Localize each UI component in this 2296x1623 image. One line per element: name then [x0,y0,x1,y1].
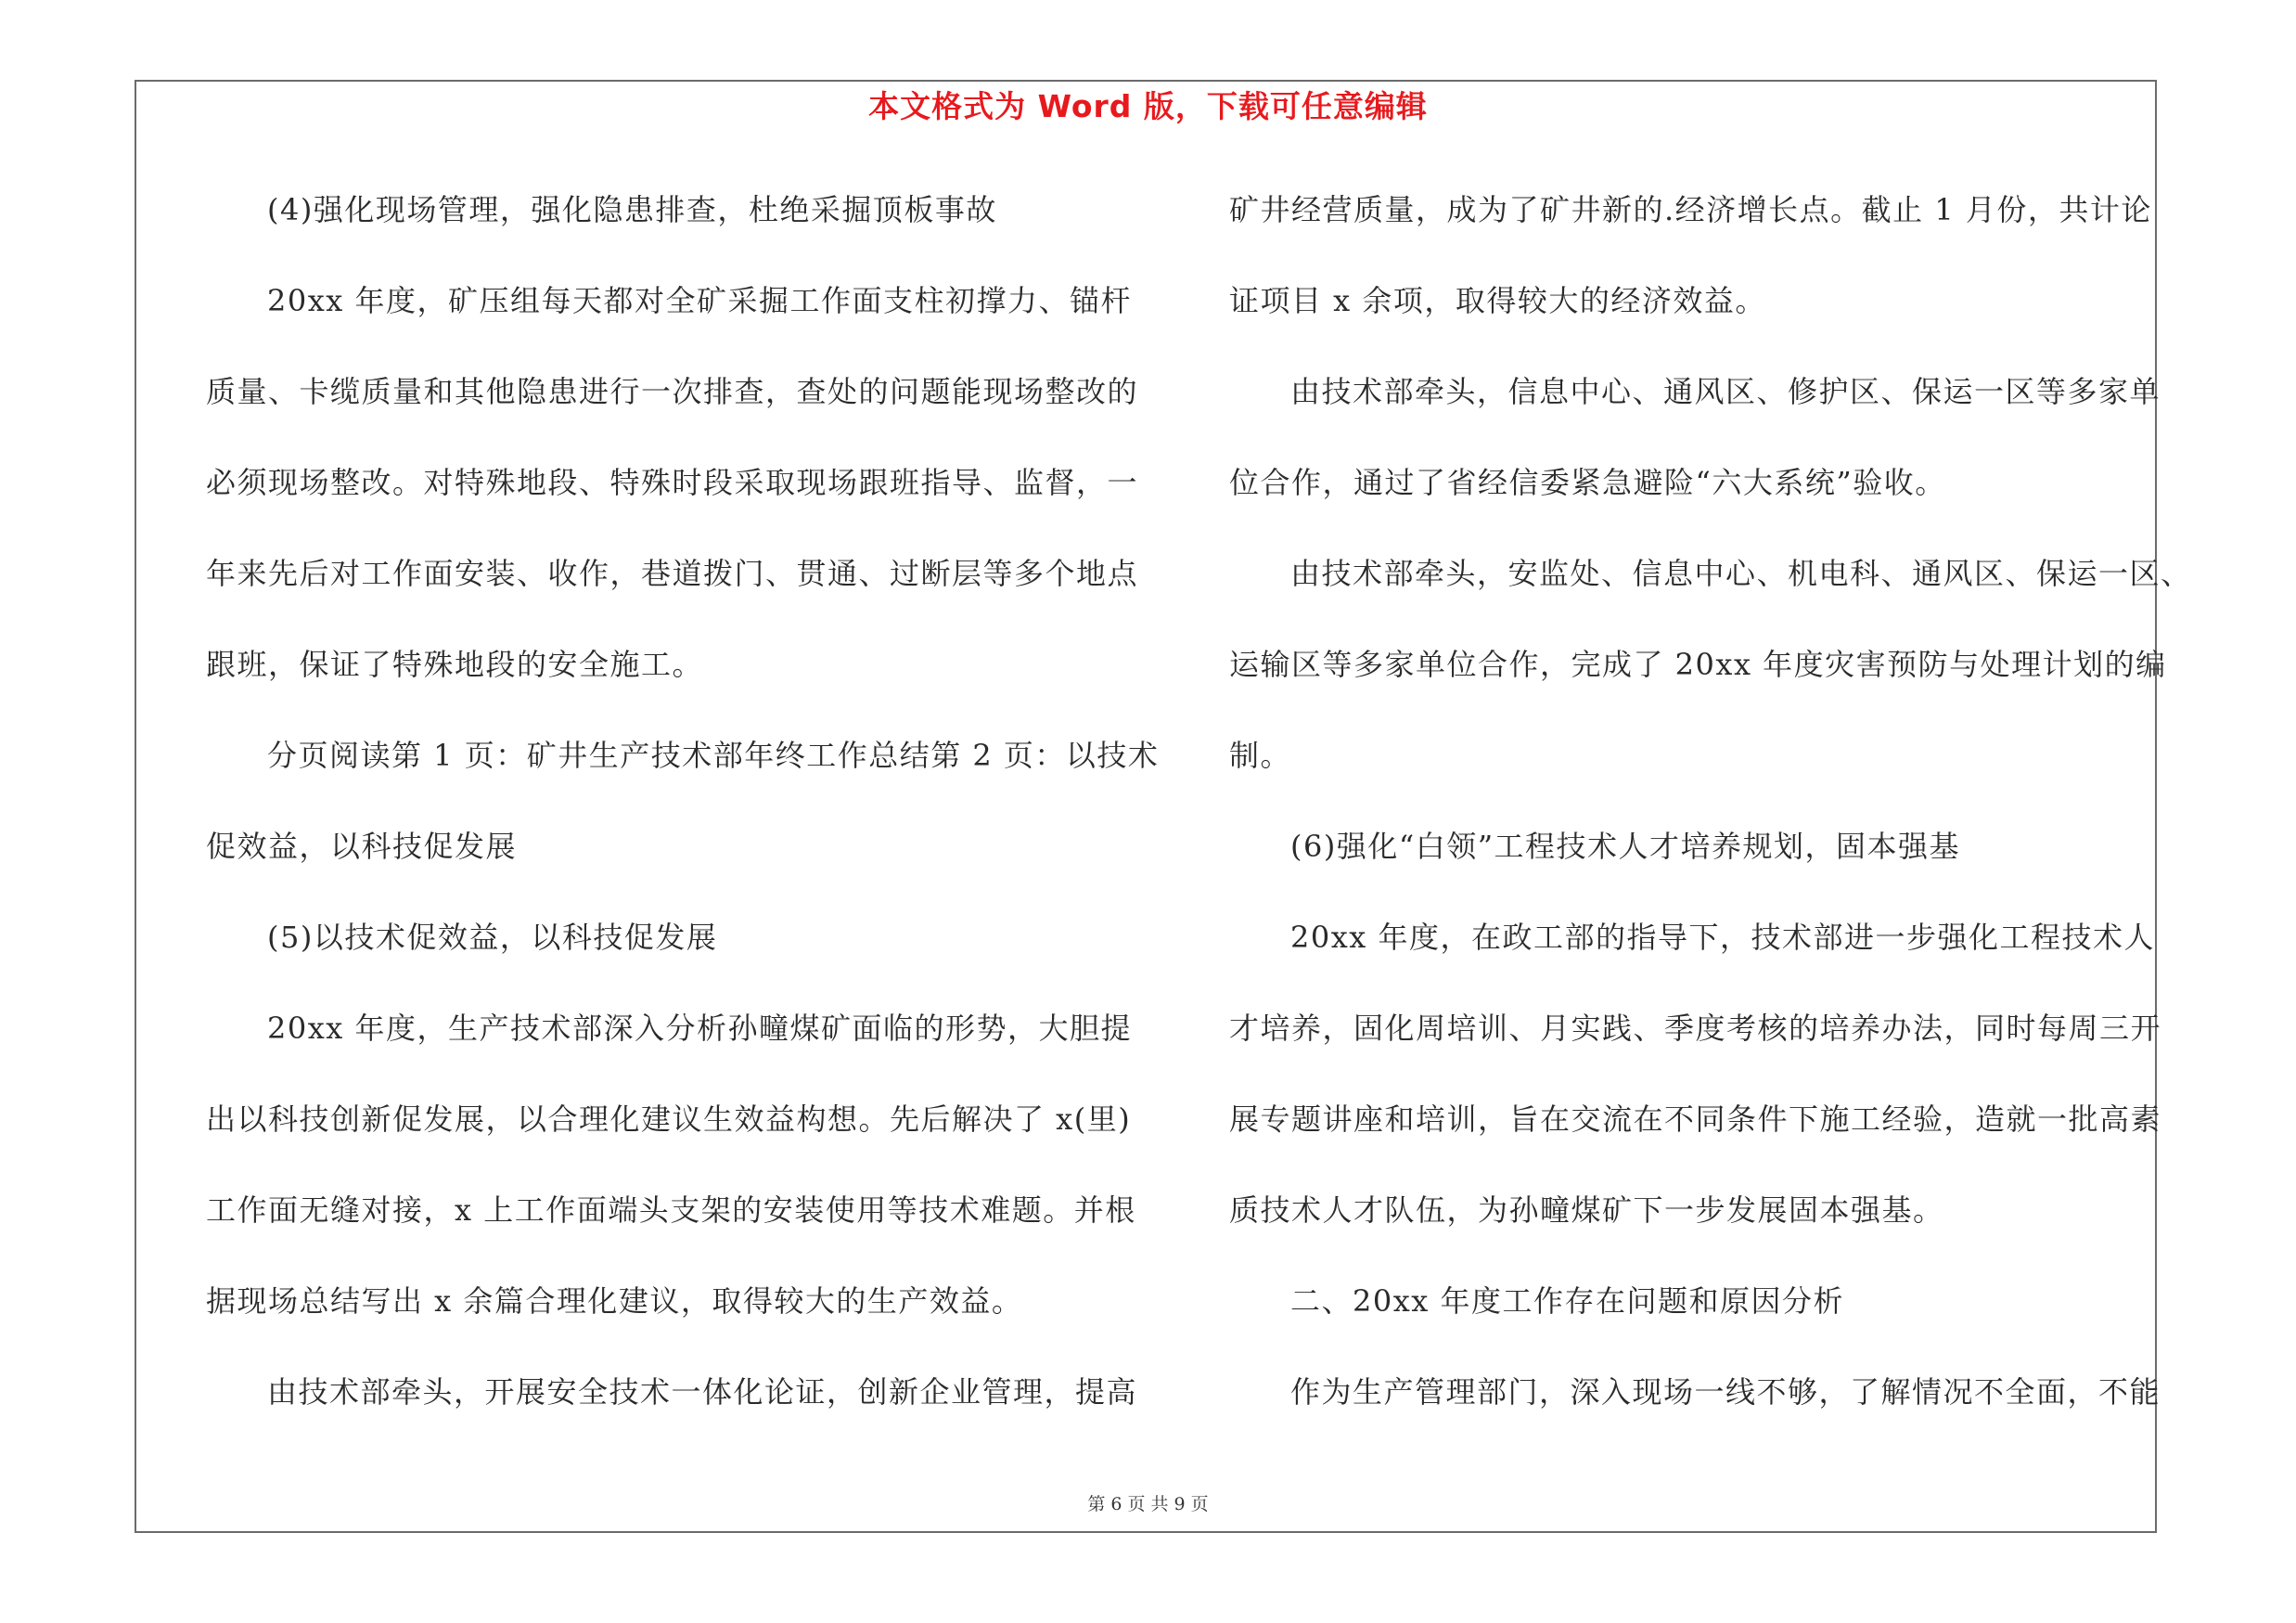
text-line: (5)以技术促效益，以科技促发展 [267,920,718,955]
text-line: 促效益，以科技促发展 [206,829,518,864]
text-line: 分页阅读第 1 页：矿井生产技术部年终工作总结第 2 页：以技术 [267,738,1160,773]
page-number-footer: 第 6 页 共 9 页 [1087,1494,1209,1514]
text-line: 运输区等多家单位合作，完成了 20xx 年度灾害预防与处理计划的编 [1229,647,2167,682]
text-line: 由技术部牵头，安监处、信息中心、机电科、通风区、保运一区、 [1290,556,2192,591]
text-line: 20xx 年度，生产技术部深入分析孙疃煤矿面临的形势，大胆提 [267,1011,1132,1046]
right-text-column [1229,0,2192,1623]
text-line: 跟班，保证了特殊地段的安全施工。 [206,647,704,682]
text-line: 制。 [1229,738,1292,773]
text-line: 质技术人才队伍，为孙疃煤矿下一步发展固本强基。 [1229,1192,1944,1228]
text-line: 由技术部牵头，信息中心、通风区、修护区、保运一区等多家单 [1290,374,2161,409]
text-line: 必须现场整改。对特殊地段、特殊时段采取现场跟班指导、监督，一 [206,465,1139,500]
text-line: 展专题讲座和培训，旨在交流在不同条件下施工经验，造就一批高素 [1229,1101,2162,1137]
text-line: 矿井经营质量，成为了矿井新的.经济增长点。截止 1 月份，共计论 [1229,192,2152,227]
text-line: 20xx 年度，在政工部的指导下，技术部进一步强化工程技术人 [1290,920,2155,955]
text-line: 工作面无缝对接，x 上工作面端头支架的安装使用等技术难题。并根 [206,1192,1136,1228]
text-line: 二、20xx 年度工作存在问题和原因分析 [1290,1283,1844,1319]
text-line: 据现场总结写出 x 余篇合理化建议，取得较大的生产效益。 [206,1283,1023,1319]
document-header-banner: 本文格式为 Word 版，下载可任意编辑 [868,88,1428,124]
text-line: 由技术部牵头，开展安全技术一体化论证，创新企业管理，提高 [267,1374,1138,1410]
text-line: 证项目 x 余项，取得较大的经济效益。 [1229,283,1766,318]
text-line: 作为生产管理部门，深入现场一线不够，了解情况不全面，不能 [1290,1374,2161,1410]
text-line: 出以科技创新促发展，以合理化建议生效益构想。先后解决了 x(里) [206,1101,1132,1137]
text-line: 质量、卡缆质量和其他隐患进行一次排查，查处的问题能现场整改的 [206,374,1139,409]
text-line: 年来先后对工作面安装、收作，巷道拨门、贯通、过断层等多个地点 [206,556,1139,591]
text-line: 才培养，固化周培训、月实践、季度考核的培养办法，同时每周三开 [1229,1011,2162,1046]
text-line: 位合作，通过了省经信委紧急避险“六大系统”验收。 [1229,465,1946,500]
text-line: (6)强化“白领”工程技术人才培养规划，固本强基 [1290,829,1961,864]
text-line: (4)强化现场管理，强化隐患排查，杜绝采掘顶板事故 [267,192,997,227]
text-line: 20xx 年度，矿压组每天都对全矿采掘工作面支柱初撑力、锚杆 [267,283,1132,318]
